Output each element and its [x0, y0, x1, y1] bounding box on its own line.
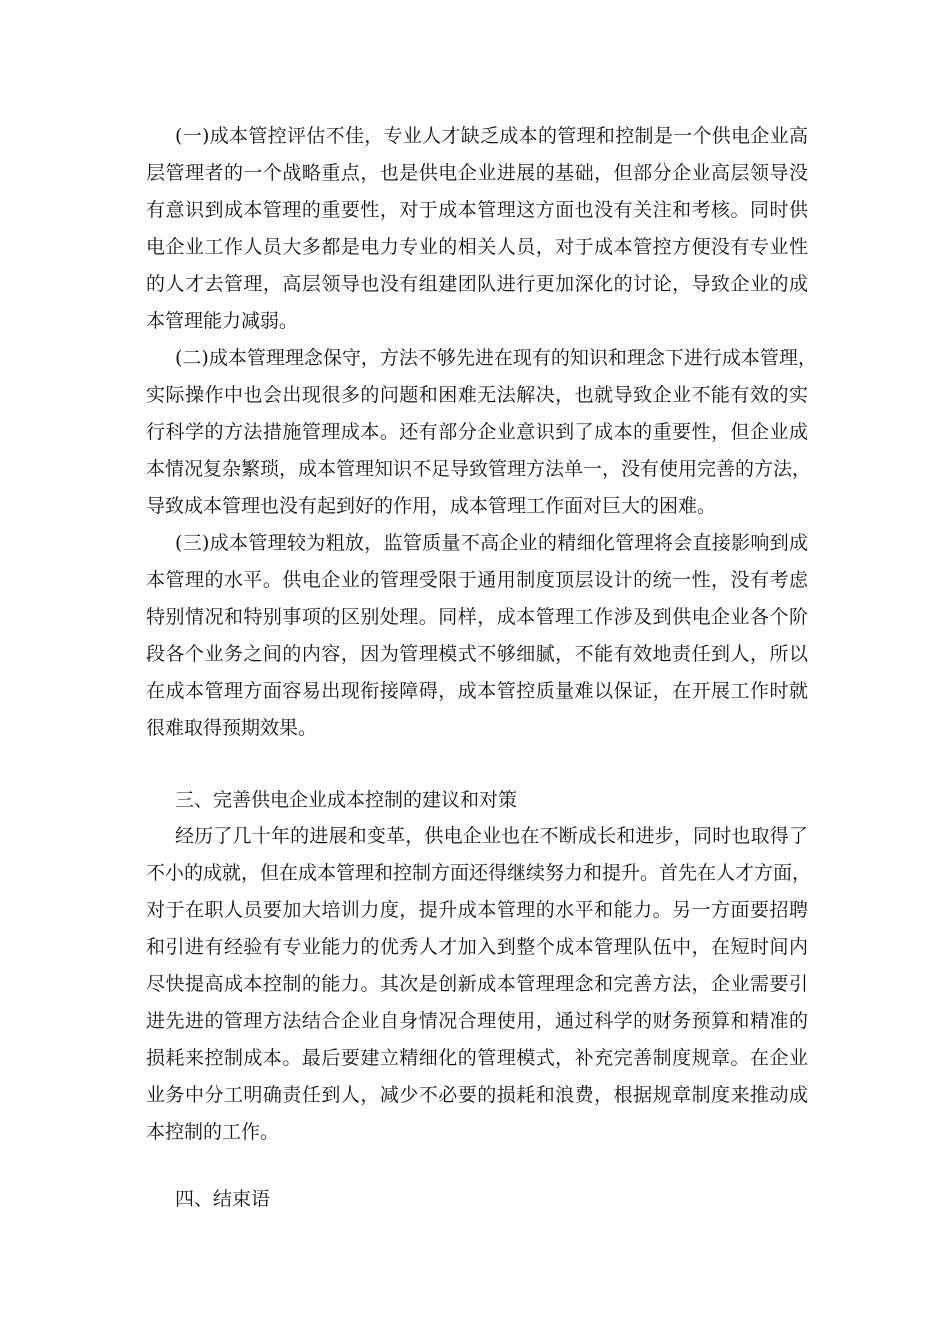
paragraph-cost-control-assessment — [146, 118, 808, 340]
paragraph-line: 尽快提高成本控制的能力。其次是创新成本管理理念和完善方法，企业需要引 — [146, 973, 808, 995]
paragraph-line: 电企业工作人员大多都是电力专业的相关人员，对于成本管控方便没有专业性 — [146, 236, 808, 258]
paragraph-line: 在成本管理方面容易出现衔接障碍，成本管控质量难以保证，在开展工作时就 — [146, 680, 808, 702]
section-heading-suggestions: 三、完善供电企业成本控制的建议和对策 — [175, 789, 518, 811]
paragraph-suggestions — [146, 818, 812, 1151]
paragraph-line: 对于在职人员要加大培训力度，提升成本管理的水平和能力。另一方面要招聘 — [146, 899, 808, 921]
paragraph-line: 有意识到成本管理的重要性，对于成本管理这方面也没有关注和考核。同时供 — [146, 199, 808, 221]
paragraph-line: 层管理者的一个战略重点，也是供电企业进展的基础，但部分企业高层领导没 — [146, 162, 808, 184]
paragraph-line: 实际操作中也会出现很多的问题和困难无法解决，也就导致企业不能有效的实 — [146, 384, 808, 406]
paragraph-line: 行科学的方法措施管理成本。还有部分企业意识到了成本的重要性，但企业成 — [146, 421, 808, 443]
paragraph-conservative-concepts — [146, 340, 817, 525]
paragraph-extensive-management — [146, 525, 808, 747]
paragraph-line: 不小的成就，但在成本管理和控制方面还得继续努力和提升。首先在人才方面， — [146, 862, 812, 884]
paragraph-line: 业务中分工明确责任到人，减少不必要的损耗和浪费，根据规章制度来推动成 — [146, 1084, 808, 1106]
paragraph-line: (二)成本管理理念保守，方法不够先进在现有的知识和理念下进行成本管理， — [175, 347, 817, 369]
paragraph-line: 和引进有经验有专业能力的优秀人才加入到整个成本管理队伍中，在短时间内 — [146, 936, 808, 958]
paragraph-line: 本情况复杂繁琐，成本管理知识不足导致管理方法单一，没有使用完善的方法， — [146, 458, 812, 480]
paragraph-line: 很难取得预期效果。 — [146, 717, 318, 739]
paragraph-line: 特别情况和特别事项的区别处理。同样，成本管理工作涉及到供电企业各个阶 — [146, 606, 808, 628]
paragraph-line: (一)成本管控评估不佳，专业人才缺乏成本的管理和控制是一个供电企业高 — [175, 125, 808, 147]
paragraph-line: (三)成本管理较为粗放，监管质量不高企业的精细化管理将会直接影响到成 — [175, 532, 808, 554]
paragraph-line: 的人才去管理，高层领导也没有组建团队进行更加深化的讨论，导致企业的成 — [146, 273, 808, 295]
paragraph-line: 损耗来控制成本。最后要建立精细化的管理模式，补充完善制度规章。在企业 — [146, 1047, 808, 1069]
paragraph-line: 进先进的管理方法结合企业自身情况合理使用，通过科学的财务预算和精准的 — [146, 1010, 808, 1032]
paragraph-line: 导致成本管理也没有起到好的作用，成本管理工作面对巨大的困难。 — [146, 495, 717, 517]
paragraph-line: 经历了几十年的进展和变革，供电企业也在不断成长和进步，同时也取得了 — [175, 825, 808, 847]
paragraph-line: 本管理的水平。供电企业的管理受限于通用制度顶层设计的统一性，没有考虑 — [146, 569, 808, 591]
section-heading-conclusion: 四、结束语 — [175, 1188, 271, 1210]
paragraph-line: 段各个业务之间的内容，因为管理模式不够细腻，不能有效地责任到人，所以 — [146, 643, 808, 665]
paragraph-line: 本管理能力减弱。 — [146, 310, 299, 332]
paragraph-line: 本控制的工作。 — [146, 1121, 280, 1143]
